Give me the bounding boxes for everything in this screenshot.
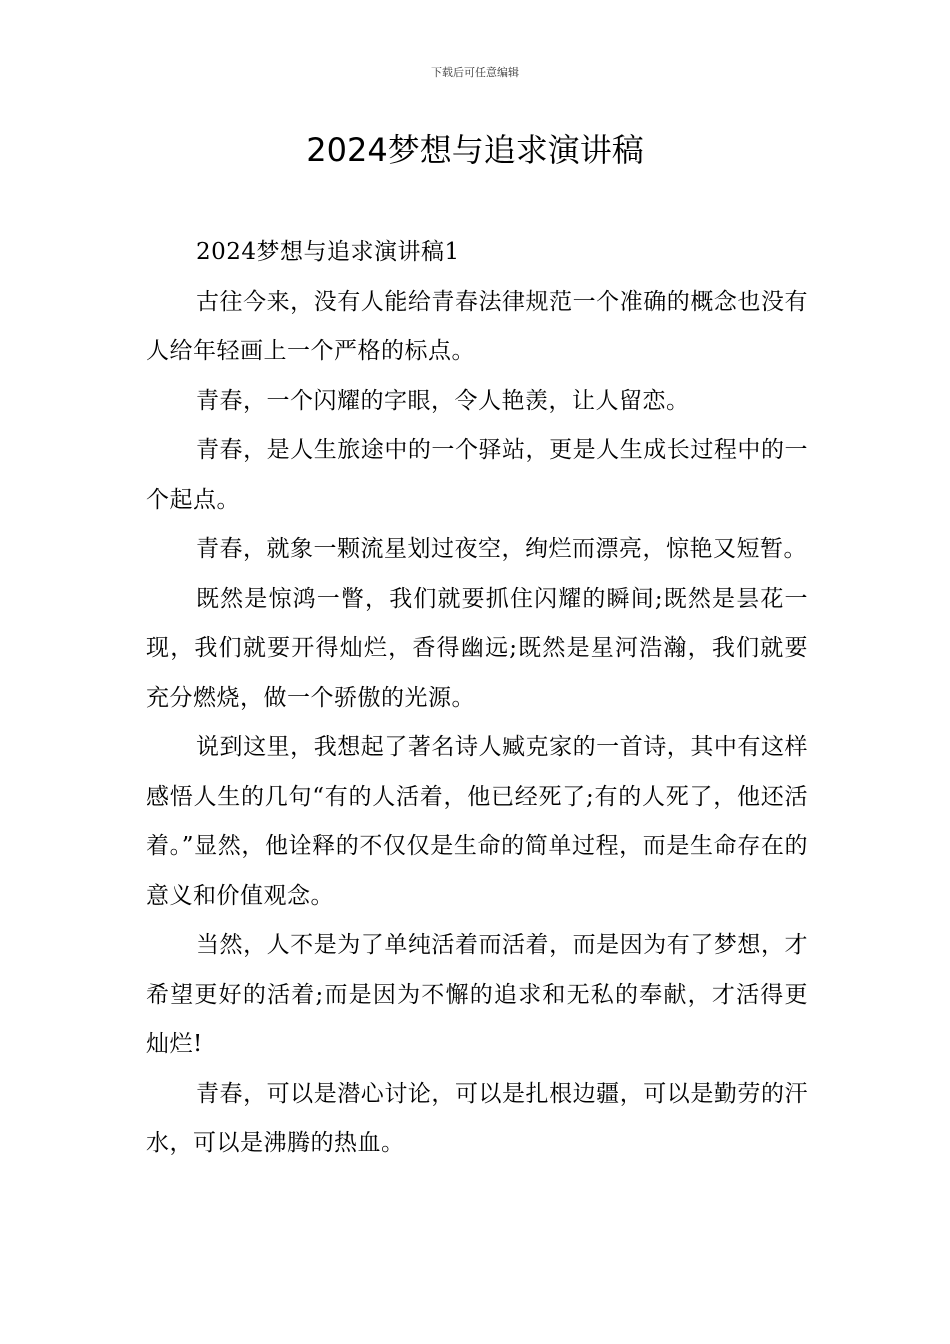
document-title: 2024梦想与追求演讲稿 bbox=[306, 131, 644, 169]
document-body bbox=[146, 228, 808, 1169]
paragraph: 青春，就象一颗流星划过夜空，绚烂而漂亮，惊艳又短暂。 bbox=[196, 536, 807, 562]
paragraph: 说到这里，我想起了著名诗人臧克家的一首诗，其中有这样感悟人生的几句“有的人活着，他已经死了;有的人死了，他还活着。”显然，他诠释的不仅仅是生命的简单过程，而是生命存在的意义和价值观念。 bbox=[146, 734, 808, 909]
paragraph-subtitle: 2024梦想与追求演讲稿1 bbox=[196, 239, 460, 265]
header-note: 下载后可任意编辑 bbox=[431, 66, 519, 79]
paragraph: 当然，人不是为了单纯活着而活着，而是因为有了梦想，才希望更好的活着;而是因为不懈的追求和无私的奉献，才活得更灿烂! bbox=[146, 932, 808, 1057]
paragraph: 古往今来，没有人能给青春法律规范一个准确的概念也没有人给年轻画上一个严格的标点。 bbox=[146, 288, 808, 364]
paragraph: 青春，可以是潜心讨论，可以是扎根边疆，可以是勤劳的汗水，可以是沸腾的热血。 bbox=[146, 1080, 808, 1156]
paragraph: 青春，是人生旅途中的一个驿站，更是人生成长过程中的一个起点。 bbox=[146, 437, 808, 513]
paragraph: 青春，一个闪耀的字眼，令人艳羡，让人留恋。 bbox=[196, 387, 690, 414]
paragraph: 既然是惊鸿一瞥，我们就要抓住闪耀的瞬间;既然是昙花一现，我们就要开得灿烂，香得幽远;既然是星河浩瀚，我们就要充分燃烧，做一个骄傲的光源。 bbox=[146, 585, 808, 711]
